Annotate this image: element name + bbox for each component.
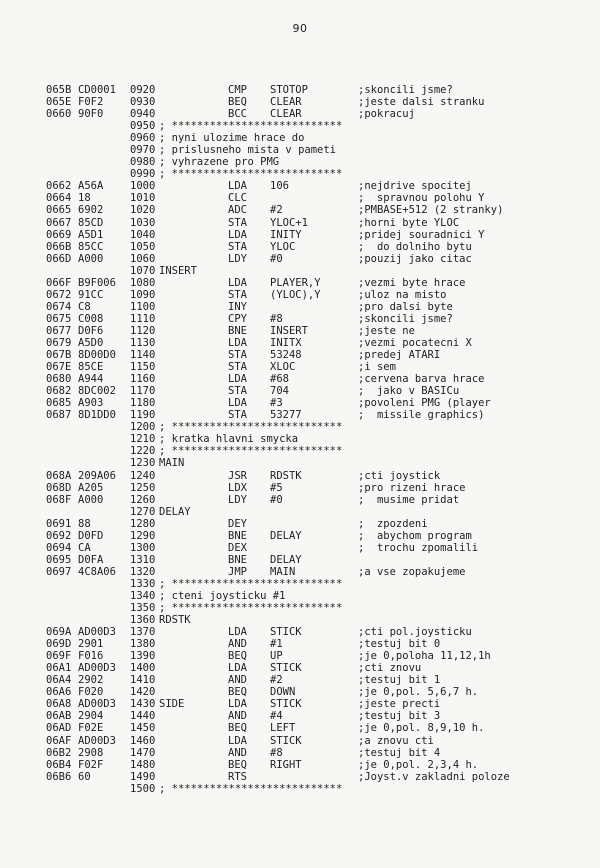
- line-number: 1170: [130, 385, 156, 398]
- remark: ; nyni ulozime hrace do: [159, 132, 305, 145]
- comment: ;testuj bit 3: [358, 710, 441, 723]
- line-number: 0940: [130, 108, 156, 121]
- opcode: LDY: [228, 252, 247, 265]
- opcode: LDY: [228, 493, 247, 506]
- address: 065B: [46, 84, 72, 96]
- address: 068F: [46, 493, 72, 506]
- machine-code: D0F6: [78, 324, 104, 337]
- opcode: DEY: [228, 517, 247, 530]
- machine-code: A5D0: [78, 336, 104, 349]
- address: 067B: [46, 349, 72, 362]
- opcode: JSR: [228, 469, 247, 482]
- operand: INITY: [270, 228, 302, 241]
- address: 066F: [46, 276, 72, 289]
- opcode: LDA: [228, 698, 247, 711]
- opcode: LDA: [228, 228, 247, 241]
- opcode: INY: [228, 300, 247, 313]
- machine-code: 209A06: [78, 469, 116, 482]
- address: 0662: [46, 180, 72, 193]
- address: 067E: [46, 361, 72, 374]
- opcode: CPY: [228, 312, 247, 325]
- opcode: CLC: [228, 192, 247, 205]
- operand: DOWN: [270, 686, 296, 699]
- opcode: LDA: [228, 276, 247, 289]
- line-number: 0930: [130, 96, 156, 109]
- opcode: STA: [228, 240, 247, 253]
- opcode: BNE: [228, 324, 247, 337]
- address: 06AD: [46, 722, 72, 735]
- comment: ;nejdrive spocitej: [358, 180, 472, 193]
- comment: ;predej ATARI: [358, 349, 441, 362]
- line-number: 1380: [130, 638, 156, 651]
- line-number: 1210: [130, 433, 156, 446]
- operand: #8: [270, 312, 283, 325]
- page-number: 90: [292, 22, 308, 35]
- comment: ; musime pridat: [358, 493, 460, 506]
- opcode: AND: [228, 710, 247, 723]
- operand: STOTOP: [270, 84, 308, 96]
- address: 0682: [46, 385, 72, 398]
- opcode: LDX: [228, 481, 247, 494]
- machine-code: 8DC002: [78, 385, 116, 398]
- comment: ;jeste precti: [358, 698, 441, 711]
- address: 0674: [46, 300, 72, 313]
- address: 0695: [46, 553, 72, 566]
- machine-code: F020: [78, 686, 104, 699]
- comment: ;pouzij jako citac: [358, 252, 472, 265]
- comment: ;a znovu cti: [358, 734, 434, 747]
- operand: 53248: [270, 349, 302, 362]
- operand: DELAY: [270, 529, 302, 542]
- line-number: 1010: [130, 192, 156, 205]
- line-number: 1410: [130, 674, 156, 687]
- comment: ;cti pol.joysticku: [358, 626, 472, 639]
- operand: MAIN: [270, 565, 296, 578]
- operand: #2: [270, 674, 283, 687]
- opcode: STA: [228, 216, 247, 229]
- operand: 106: [270, 180, 289, 193]
- address: 0687: [46, 409, 72, 422]
- line-number: 1490: [130, 770, 156, 783]
- line-number: 1460: [130, 734, 156, 747]
- machine-code: 91CC: [78, 288, 104, 301]
- machine-code: 8D1DD0: [78, 409, 116, 422]
- line-number: 1290: [130, 529, 156, 542]
- operand: 53277: [270, 409, 302, 422]
- operand: XLOC: [270, 361, 296, 374]
- machine-code: 2908: [78, 746, 104, 759]
- machine-code: 8D00D0: [78, 349, 116, 362]
- opcode: AND: [228, 638, 247, 651]
- operand: (YLOC),Y: [270, 288, 321, 301]
- opcode: CMP: [228, 84, 247, 96]
- machine-code: 85CE: [78, 361, 104, 374]
- remark: ; kratka hlavni smycka: [159, 433, 299, 446]
- address: 066B: [46, 240, 72, 253]
- machine-code: F02E: [78, 722, 104, 735]
- comment: ;horni byte YLOC: [358, 216, 460, 229]
- machine-code: 85CD: [78, 216, 104, 229]
- operand: STICK: [270, 698, 302, 711]
- machine-code: A000: [78, 252, 104, 265]
- operand: #5: [270, 481, 283, 494]
- comment: ; zpozdeni: [358, 517, 428, 530]
- comment: ;skoncili jsme?: [358, 312, 453, 325]
- address: 06B4: [46, 758, 72, 771]
- comment: ; trochu zpomalili: [358, 541, 479, 554]
- address: 069D: [46, 638, 72, 651]
- opcode: LDA: [228, 662, 247, 675]
- opcode: LDA: [228, 626, 247, 639]
- operand: #68: [270, 373, 289, 386]
- remark: ; ***************************: [159, 782, 343, 795]
- line-number: 1360: [130, 614, 156, 627]
- line-number: 1070: [130, 264, 156, 277]
- comment: ;testuj bit 0: [358, 638, 441, 651]
- line-number: 1040: [130, 228, 156, 241]
- line-number: 1230: [130, 457, 156, 470]
- operand: INSERT: [270, 324, 308, 337]
- label: INSERT: [159, 264, 197, 277]
- line-number: 1440: [130, 710, 156, 723]
- line-number: 1200: [130, 421, 156, 434]
- line-number: 1130: [130, 336, 156, 349]
- label: SIDE: [159, 698, 185, 711]
- operand: 704: [270, 385, 289, 398]
- opcode: BEQ: [228, 686, 247, 699]
- line-number: 1370: [130, 626, 156, 639]
- line-number: 0950: [130, 120, 156, 133]
- machine-code: F016: [78, 650, 104, 663]
- machine-code: 2902: [78, 674, 104, 687]
- operand: DELAY: [270, 553, 302, 566]
- machine-code: CA: [78, 541, 91, 554]
- machine-code: 18: [78, 192, 91, 205]
- opcode: LDA: [228, 336, 247, 349]
- comment: ;cti znovu: [358, 662, 422, 675]
- comment: ; jako v BASICu: [358, 385, 460, 398]
- line-number: 1110: [130, 312, 156, 325]
- operand: YLOC+1: [270, 216, 308, 229]
- remark: ; ***************************: [159, 577, 343, 590]
- address: 0665: [46, 204, 72, 217]
- address: 06A8: [46, 698, 72, 711]
- line-number: 1400: [130, 662, 156, 675]
- machine-code: C008: [78, 312, 104, 325]
- remark: ; ***************************: [159, 168, 343, 181]
- opcode: BNE: [228, 553, 247, 566]
- address: 06A1: [46, 662, 72, 675]
- line-number: 1080: [130, 276, 156, 289]
- line-number: 1350: [130, 602, 156, 615]
- machine-code: 90F0: [78, 108, 104, 121]
- comment: ; do dolniho bytu: [358, 240, 472, 253]
- comment: ; abychom program: [358, 529, 472, 542]
- label: DELAY: [159, 505, 191, 518]
- line-number: 1260: [130, 493, 156, 506]
- opcode: LDA: [228, 373, 247, 386]
- comment: ; missile graphics): [358, 409, 485, 422]
- comment: ;cti joystick: [358, 469, 441, 482]
- machine-code: A205: [78, 481, 104, 494]
- opcode: STA: [228, 385, 247, 398]
- line-number: 1240: [130, 469, 156, 482]
- remark: ; ***************************: [159, 421, 343, 434]
- line-number: 1300: [130, 541, 156, 554]
- comment: ;a vse zopakujeme: [358, 565, 466, 578]
- machine-code: A5D1: [78, 228, 104, 241]
- line-number: 1330: [130, 577, 156, 590]
- address: 0660: [46, 108, 72, 121]
- remark: ; cteni joysticku #1: [159, 589, 286, 602]
- remark: ; vyhrazene pro PMG: [159, 156, 280, 169]
- opcode: BCC: [228, 108, 247, 121]
- line-number: 1270: [130, 505, 156, 518]
- line-number: 1280: [130, 517, 156, 530]
- address: 0675: [46, 312, 72, 325]
- opcode: ADC: [228, 204, 247, 217]
- line-number: 1500: [130, 782, 156, 795]
- line-number: 1320: [130, 565, 156, 578]
- address: 0679: [46, 336, 72, 349]
- comment: ;vezmi pocatecni X: [358, 336, 472, 349]
- address: 0667: [46, 216, 72, 229]
- opcode: AND: [228, 746, 247, 759]
- machine-code: A903: [78, 397, 104, 410]
- remark: ; ***************************: [159, 602, 343, 615]
- line-number: 0990: [130, 168, 156, 181]
- operand: #0: [270, 252, 283, 265]
- address: 06A6: [46, 686, 72, 699]
- line-number: 1140: [130, 349, 156, 362]
- machine-code: F0F2: [78, 96, 104, 109]
- machine-code: 85CC: [78, 240, 104, 253]
- line-number: 1250: [130, 481, 156, 494]
- address: 068D: [46, 481, 72, 494]
- opcode: BEQ: [228, 758, 247, 771]
- line-number: 1120: [130, 324, 156, 337]
- address: 06AB: [46, 710, 72, 723]
- machine-code: CD0001: [78, 84, 116, 96]
- line-number: 1100: [130, 300, 156, 313]
- remark: ; prislusneho mista v pameti: [159, 144, 337, 157]
- comment: ;uloz na misto: [358, 288, 447, 301]
- line-number: 1090: [130, 288, 156, 301]
- opcode: RTS: [228, 770, 247, 783]
- machine-code: 2904: [78, 710, 104, 723]
- line-number: 1220: [130, 445, 156, 458]
- comment: ;pro rizeni hrace: [358, 481, 466, 494]
- address: 0672: [46, 288, 72, 301]
- operand: CLEAR: [270, 108, 302, 121]
- line-number: 1180: [130, 397, 156, 410]
- operand: YLOC: [270, 240, 296, 253]
- comment: ;PMBASE+512 (2 stranky): [358, 204, 504, 217]
- comment: ;jeste dalsi stranku: [358, 96, 485, 109]
- opcode: LDA: [228, 180, 247, 193]
- operand: UP: [270, 650, 283, 663]
- address: 0680: [46, 373, 72, 386]
- comment: ;jeste ne: [358, 324, 415, 337]
- machine-code: D0FD: [78, 529, 104, 542]
- comment: ;je 0,poloha 11,12,1h: [358, 650, 491, 663]
- address: 06B2: [46, 746, 72, 759]
- machine-code: 4C8A06: [78, 565, 116, 578]
- line-number: 1450: [130, 722, 156, 735]
- comment: ;testuj bit 1: [358, 674, 441, 687]
- line-number: 1060: [130, 252, 156, 265]
- line-number: 1310: [130, 553, 156, 566]
- line-number: 0920: [130, 84, 156, 96]
- comment: ; spravnou polohu Y: [358, 192, 485, 205]
- address: 069A: [46, 626, 72, 639]
- address: 0691: [46, 517, 72, 530]
- comment: ;povoleni PMG (player: [358, 397, 491, 410]
- line-number: 1020: [130, 204, 156, 217]
- address: 06B6: [46, 770, 72, 783]
- line-number: 1420: [130, 686, 156, 699]
- operand: #3: [270, 397, 283, 410]
- label: RDSTK: [159, 614, 191, 627]
- address: 066D: [46, 252, 72, 265]
- machine-code: AD00D3: [78, 734, 116, 747]
- operand: RIGHT: [270, 758, 302, 771]
- comment: ;pridej souradnici Y: [358, 228, 485, 241]
- remark: ; ***************************: [159, 445, 343, 458]
- operand: RDSTK: [270, 469, 302, 482]
- comment: ;skoncili jsme?: [358, 84, 453, 96]
- operand: #2: [270, 204, 283, 217]
- machine-code: C8: [78, 300, 91, 313]
- operand: STICK: [270, 662, 302, 675]
- address: 0692: [46, 529, 72, 542]
- machine-code: 6902: [78, 204, 104, 217]
- operand: INITX: [270, 336, 302, 349]
- comment: ;vezmi byte hrace: [358, 276, 466, 289]
- opcode: STA: [228, 349, 247, 362]
- operand: #4: [270, 710, 283, 723]
- operand: CLEAR: [270, 96, 302, 109]
- machine-code: AD00D3: [78, 662, 116, 675]
- machine-code: A000: [78, 493, 104, 506]
- address: 068A: [46, 469, 72, 482]
- line-number: 0980: [130, 156, 156, 169]
- operand: LEFT: [270, 722, 296, 735]
- comment: ;testuj bit 4: [358, 746, 441, 759]
- line-number: 1390: [130, 650, 156, 663]
- address: 0697: [46, 565, 72, 578]
- operand: STICK: [270, 734, 302, 747]
- line-number: 1430: [130, 698, 156, 711]
- comment: ;pokracuj: [358, 108, 415, 121]
- opcode: STA: [228, 409, 247, 422]
- line-number: 1000: [130, 180, 156, 193]
- address: 0677: [46, 324, 72, 337]
- operand: #0: [270, 493, 283, 506]
- machine-code: AD00D3: [78, 698, 116, 711]
- machine-code: 2901: [78, 638, 104, 651]
- opcode: DEX: [228, 541, 247, 554]
- comment: ;cervena barva hrace: [358, 373, 485, 386]
- line-number: 0970: [130, 144, 156, 157]
- opcode: LDA: [228, 734, 247, 747]
- opcode: BNE: [228, 529, 247, 542]
- line-number: 1030: [130, 216, 156, 229]
- machine-code: AD00D3: [78, 626, 116, 639]
- address: 06A4: [46, 674, 72, 687]
- machine-code: 88: [78, 517, 91, 530]
- operand: STICK: [270, 626, 302, 639]
- comment: ;je 0,pol. 2,3,4 h.: [358, 758, 479, 771]
- line-number: 1470: [130, 746, 156, 759]
- address: 06AF: [46, 734, 72, 747]
- line-number: 1190: [130, 409, 156, 422]
- line-number: 1150: [130, 361, 156, 374]
- machine-code: A944: [78, 373, 104, 386]
- opcode: BEQ: [228, 650, 247, 663]
- label: MAIN: [159, 457, 185, 470]
- opcode: BEQ: [228, 96, 247, 109]
- machine-code: A56A: [78, 180, 104, 193]
- operand: PLAYER,Y: [270, 276, 321, 289]
- operand: #1: [270, 638, 283, 651]
- opcode: BEQ: [228, 722, 247, 735]
- opcode: STA: [228, 288, 247, 301]
- opcode: LDA: [228, 397, 247, 410]
- line-number: 1340: [130, 589, 156, 602]
- comment: ;pro dalsi byte: [358, 300, 453, 313]
- comment: ;Joyst.v zakladni poloze: [358, 770, 510, 783]
- remark: ; ***************************: [159, 120, 343, 133]
- line-number: 1160: [130, 373, 156, 386]
- line-number: 1480: [130, 758, 156, 771]
- opcode: STA: [228, 361, 247, 374]
- address: 069F: [46, 650, 72, 663]
- address: 0685: [46, 397, 72, 410]
- opcode: AND: [228, 674, 247, 687]
- machine-code: D0FA: [78, 553, 104, 566]
- address: 0664: [46, 192, 72, 205]
- comment: ;je 0,pol. 8,9,10 h.: [358, 722, 485, 735]
- machine-code: B9F006: [78, 276, 116, 289]
- comment: ;je 0,pol. 5,6,7 h.: [358, 686, 479, 699]
- address: 065E: [46, 96, 72, 109]
- line-number: 0960: [130, 132, 156, 145]
- line-number: 1050: [130, 240, 156, 253]
- machine-code: F02F: [78, 758, 104, 771]
- comment: ;i sem: [358, 361, 396, 374]
- address: 0694: [46, 541, 72, 554]
- machine-code: 60: [78, 770, 91, 783]
- address: 0669: [46, 228, 72, 241]
- opcode: JMP: [228, 565, 247, 578]
- operand: #8: [270, 746, 283, 759]
